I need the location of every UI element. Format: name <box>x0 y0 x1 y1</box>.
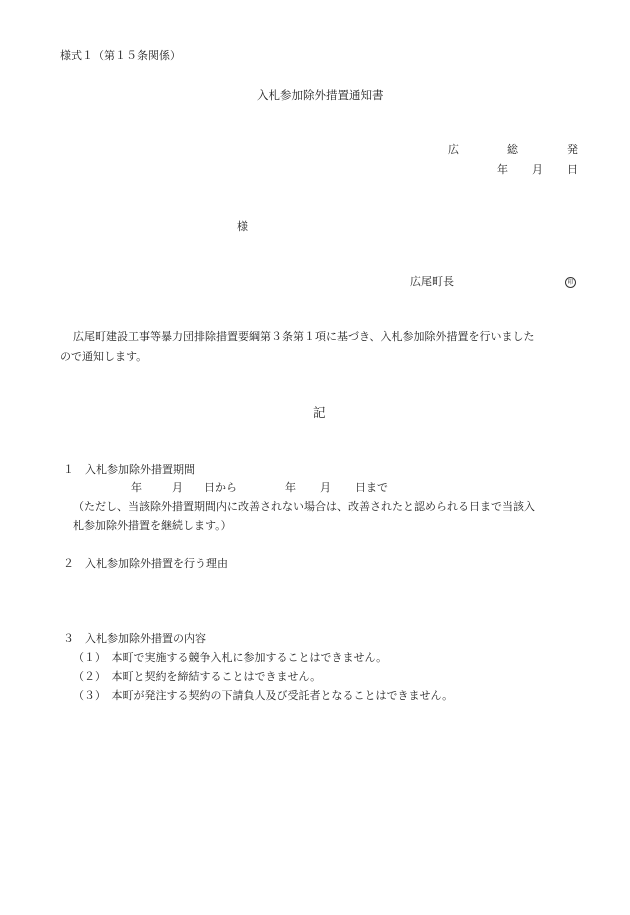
addressee-suffix: 様 <box>237 220 248 233</box>
period-start-month: 月 <box>172 481 183 494</box>
section-1-note-line-1: （ただし、当該除外措置期間内に改善されない場合は、改善されたと認められる日まで当該入 <box>73 500 535 513</box>
document-title: 入札参加除外措置通知書 <box>257 88 384 102</box>
period-end-day: 日まで <box>355 481 388 494</box>
date-day-label: 日 <box>567 163 578 176</box>
body-line-1: 広尾町建設工事等暴力団排除措置要綱第３条第１項に基づき、入札参加除外措置を行いました <box>73 330 535 343</box>
form-number: 様式１（第１５条関係） <box>60 49 181 62</box>
reference-prefix: 広 <box>448 143 459 156</box>
period-start-day: 日から <box>204 481 237 494</box>
section-3-item-2: （２） 本町と契約を締結することはできません。 <box>73 670 322 683</box>
date-month-label: 月 <box>532 163 543 176</box>
period-start-year: 年 <box>131 481 142 494</box>
sender-name: 広尾町長 <box>410 275 454 288</box>
seal-mark <box>565 275 576 288</box>
section-3-item-1: （１） 本町で実施する競争入札に参加することはできません。 <box>73 651 388 664</box>
reference-dept: 総 <box>507 143 518 156</box>
section-1-note-line-2: 札参加除外措置を継続します。） <box>73 519 232 532</box>
period-end-month: 月 <box>320 481 331 494</box>
period-end-year: 年 <box>285 481 296 494</box>
section-3-heading: ３ 入札参加除外措置の内容 <box>63 632 206 645</box>
seal-icon: 印 <box>565 277 576 288</box>
body-line-2: ので通知します。 <box>60 350 148 363</box>
date-year-label: 年 <box>497 163 508 176</box>
reference-suffix: 発 <box>567 143 578 156</box>
section-2-heading: ２ 入札参加除外措置を行う理由 <box>63 557 228 570</box>
section-3-item-3: （３） 本町が発注する契約の下請負人及び受託者となることはできません。 <box>73 689 454 702</box>
section-1-heading: １ 入札参加除外措置期間 <box>63 463 195 476</box>
ki-heading: 記 <box>313 405 326 420</box>
